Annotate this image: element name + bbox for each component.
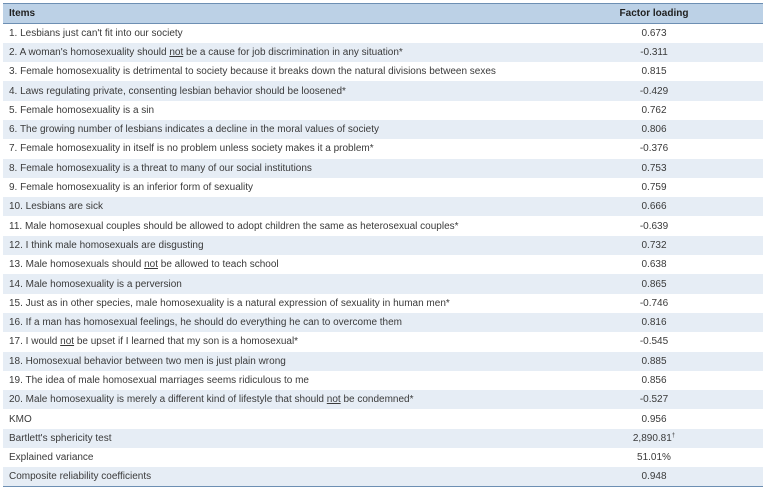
table-row bbox=[3, 178, 763, 197]
table-row bbox=[3, 294, 763, 313]
summary-row bbox=[3, 448, 763, 467]
item-text-part: 13. Male homosexuals should bbox=[9, 259, 145, 271]
item-text bbox=[3, 24, 545, 43]
item-text bbox=[3, 81, 545, 100]
summary-label: KMO bbox=[9, 413, 32, 425]
item-text-part: 11. Male homosexual couples should be allowed to adopt children the same as heterosexual couples* bbox=[9, 220, 459, 232]
factor-loading-table bbox=[3, 3, 763, 487]
item-text-part: 20. Male homosexuality is merely a different kind of lifestyle that should bbox=[9, 394, 327, 406]
factor-loading-value: -0.311 bbox=[640, 46, 668, 58]
item-text bbox=[3, 120, 545, 139]
item-text-part: 1. Lesbians just can't fit into our society bbox=[9, 27, 183, 39]
table-row bbox=[3, 159, 763, 178]
item-text-part: be allowed to teach school bbox=[157, 259, 279, 271]
item-text-part: 15. Just as in other species, male homosexuality is a natural expression of sexuality in human men* bbox=[9, 297, 450, 309]
summary-row bbox=[3, 467, 763, 486]
factor-loading-value: -0.527 bbox=[639, 394, 669, 406]
item-text-part: 9. Female homosexuality is an inferior form of sexuality bbox=[9, 182, 253, 194]
item-text bbox=[3, 197, 545, 216]
item-text bbox=[3, 294, 545, 313]
summary-value: 2,890.81 bbox=[632, 432, 672, 444]
summary-value: 0.948 bbox=[641, 471, 667, 483]
item-text-part: 17. I would bbox=[9, 336, 61, 348]
factor-loading-value: 0.753 bbox=[641, 162, 667, 174]
table-row bbox=[3, 120, 763, 139]
item-text-part: be a cause for job discrimination in any situation* bbox=[183, 46, 403, 58]
factor-loading-value: 0.885 bbox=[641, 355, 667, 367]
item-text-part: be condemned* bbox=[340, 394, 414, 406]
item-text-part: 6. The growing number of lesbians indicates a decline in the moral values of society bbox=[9, 124, 380, 136]
summary-value-cell bbox=[545, 467, 763, 486]
item-text bbox=[3, 139, 545, 158]
table-row bbox=[3, 216, 763, 235]
summary-label: Bartlett's sphericity test bbox=[9, 432, 112, 444]
item-text-part: 3. Female homosexuality is detrimental to society because it breaks down the natural divisions between sexes bbox=[9, 66, 496, 78]
item-text-underlined: not bbox=[169, 46, 184, 58]
item-text bbox=[3, 159, 545, 178]
item-text-part: 7. Female homosexuality in itself is no problem unless society makes it a problem* bbox=[9, 143, 374, 155]
table-row bbox=[3, 352, 763, 371]
item-text-part: 4. Laws regulating private, consenting lesbian behavior should be loosened* bbox=[9, 85, 346, 97]
factor-loading-value: -0.545 bbox=[639, 336, 669, 348]
item-text-part: 8. Female homosexuality is a threat to many of our social institutions bbox=[9, 162, 312, 174]
item-text-part: 16. If a man has homosexual feelings, he should do everything he can to overcome them bbox=[9, 317, 403, 329]
table-row bbox=[3, 390, 763, 409]
item-text bbox=[3, 390, 545, 409]
item-text-part: 12. I think male homosexuals are disgusting bbox=[9, 239, 204, 251]
footnote-marker: † bbox=[671, 432, 676, 439]
factor-loading-value: -0.639 bbox=[639, 220, 669, 232]
factor-loading-value: 0.815 bbox=[641, 66, 667, 78]
factor-loading-value: 0.638 bbox=[641, 259, 667, 271]
factor-loading-value: 0.732 bbox=[641, 239, 667, 251]
table-row bbox=[3, 236, 763, 255]
summary-value-cell bbox=[545, 429, 763, 448]
summary-value-cell bbox=[545, 448, 763, 467]
factor-loading-value: 0.759 bbox=[641, 182, 667, 194]
summary-value-cell bbox=[545, 409, 763, 428]
table-row bbox=[3, 62, 763, 81]
table-row bbox=[3, 371, 763, 390]
item-text bbox=[3, 352, 545, 371]
factor-loading-value: 0.673 bbox=[641, 27, 667, 39]
summary-label: Explained variance bbox=[9, 452, 94, 464]
table-row bbox=[3, 197, 763, 216]
header-factor-loading: Factor loading bbox=[619, 8, 689, 19]
item-text-part: 5. Female homosexuality is a sin bbox=[9, 104, 155, 116]
factor-loading-value: 0.666 bbox=[641, 201, 667, 213]
factor-loading-value: -0.429 bbox=[639, 85, 669, 97]
item-text-part: 19. The idea of male homosexual marriages seems ridiculous to me bbox=[9, 374, 309, 386]
factor-loading-value: 0.816 bbox=[641, 317, 667, 329]
item-text bbox=[3, 371, 545, 390]
summary-value: 51.01% bbox=[637, 452, 671, 464]
factor-loading-table-container bbox=[3, 3, 763, 487]
item-text bbox=[3, 216, 545, 235]
item-text-underlined: not bbox=[144, 259, 158, 271]
item-text bbox=[3, 236, 545, 255]
table-row bbox=[3, 274, 763, 293]
summary-value: 0.956 bbox=[641, 413, 667, 425]
item-text bbox=[3, 43, 545, 62]
item-text-part: 2. A woman's homosexuality should bbox=[9, 46, 170, 58]
item-text-part: 10. Lesbians are sick bbox=[9, 201, 103, 213]
item-text bbox=[3, 332, 545, 351]
item-text-part: 14. Male homosexuality is a perversion bbox=[9, 278, 182, 290]
item-text bbox=[3, 101, 545, 120]
item-text-underlined: not bbox=[60, 336, 75, 348]
table-row bbox=[3, 139, 763, 158]
summary-row bbox=[3, 409, 763, 428]
item-text bbox=[3, 313, 545, 332]
factor-loading-value: 0.806 bbox=[641, 124, 667, 136]
item-text bbox=[3, 178, 545, 197]
factor-loading-value: 0.856 bbox=[641, 374, 667, 386]
factor-loading-value: 0.762 bbox=[641, 104, 667, 116]
item-text-underlined: not bbox=[326, 394, 341, 406]
item-text bbox=[3, 255, 545, 274]
summary-row bbox=[3, 429, 763, 448]
item-text-part: 18. Homosexual behavior between two men is just plain wrong bbox=[9, 355, 286, 367]
header-items: Items bbox=[9, 8, 36, 19]
factor-loading-value: 0.865 bbox=[641, 278, 667, 290]
item-text-part: be upset if I learned that my son is a homosexual* bbox=[74, 336, 299, 348]
table-body bbox=[3, 24, 763, 487]
table-row bbox=[3, 255, 763, 274]
factor-loading-value: -0.746 bbox=[639, 297, 669, 309]
summary-label: Composite reliability coefficients bbox=[9, 471, 152, 483]
table-row bbox=[3, 24, 763, 43]
table-row bbox=[3, 332, 763, 351]
item-text bbox=[3, 62, 545, 81]
item-text bbox=[3, 274, 545, 293]
table-row bbox=[3, 81, 763, 100]
table-row bbox=[3, 43, 763, 62]
table-header-row bbox=[3, 4, 763, 24]
factor-loading-value: -0.376 bbox=[639, 143, 669, 155]
table-row bbox=[3, 101, 763, 120]
table-row bbox=[3, 313, 763, 332]
